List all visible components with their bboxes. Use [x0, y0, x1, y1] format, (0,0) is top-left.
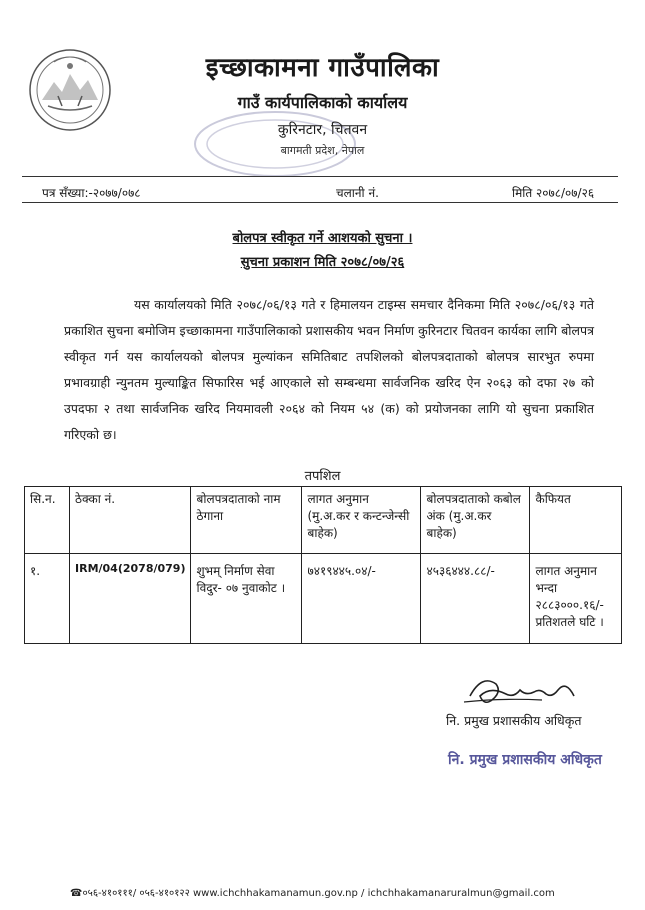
cell-bid-amount: ४५३६४४४.८८/- [421, 554, 530, 644]
bid-details-table [24, 486, 622, 644]
office-subtitle: गाउँ कार्यपालिकाको कार्यालय [237, 93, 408, 112]
signer-designation: नि. प्रमुख प्रशासकीय अधिकृत [446, 713, 582, 728]
dispatch-number: चलानी नं. [336, 186, 379, 200]
cell-bidder: शुभम् निर्माण सेवा विदुर- ०७ नुवाकोट । [191, 554, 302, 644]
header-sn: सि.न. [25, 487, 70, 554]
cell-contract: IRM/04(2078/079) [70, 554, 191, 644]
header-contract: ठेक्का नं. [70, 487, 191, 554]
letter-number: पत्र सँख्या:-२०७७/०७८ [42, 186, 141, 200]
cell-remarks: लागत अनुमान भन्दा २८८३०००.१६/- प्रतिशतले घटि । [530, 554, 622, 644]
office-place: कुरिनटार, चितवन [277, 122, 368, 138]
header-bid-amount: बोलपत्रदाताको कबोल अंक (मु.अ.कर बाहेक) [421, 487, 530, 554]
header-divider-top [22, 176, 618, 177]
header-divider-bottom [22, 202, 618, 203]
table-header-row [25, 487, 622, 554]
table-caption: तपशिल [304, 469, 341, 484]
notice-publish-date: सुचना प्रकाशन मिति २०७८/०७/२६ [240, 255, 405, 270]
signer-seal: नि. प्रमुख प्रशासकीय अधिकृत [448, 752, 602, 768]
header-bidder: बोलपत्रदाताको नाम ठेगाना [191, 487, 302, 554]
footer-contact: ☎०५६-४१०१११/ ०५६-४१०१२२ www.ichchhakamanamun.gov.np / ichchhakamanaruralmun@gmail.com [70, 888, 555, 899]
table-row [25, 554, 622, 644]
cell-estimate: ७४१९४४५.०४/- [302, 554, 421, 644]
signature [462, 666, 592, 716]
notice-body: यस कार्यालयको मिति २०७८/०६/१३ गते र हिमालयन टाइम्स समचार दैनिकमा मिति २०७८/०६/१३ गते प्रकाशित सुचना बमोजिम इच्छाकामना गाउँपालिकाको प्रशासकीय भवन निर्माण कुरिनटार चितवन कार्यका लागि बोलपत्र स्वीकृत गर्न यस कार्यालयको बोलपत्र मुल्यांकन समितिबाट तपशिलको बोलपत्रदाताको बोलपत्र सारभुत रुपमा प्रभावग्राही न्युनतम मुल्याङ्कित सिफारिस भई आएकाले सो सम्बन्धमा सार्वजनिक खरिद ऐन २०६३ को दफा २७ को उपदफा २ तथा सार्वजनिक खरिद नियमावली २०६४ को नियम ५४ (क) को प्रयोजनका लागि यो सुचना प्रकाशित गरिएको छ। [64, 297, 594, 442]
office-address: बागमती प्रदेश, नेपाल [280, 144, 365, 157]
office-title: इच्छाकामना गाउँपालिका [205, 53, 440, 83]
header-estimate: लागत अनुमान (मु.अ.कर र कन्टन्जेन्सी बाहेक) [302, 487, 421, 554]
cell-sn: १. [25, 554, 70, 644]
notice-title: बोलपत्र स्वीकृत गर्ने आशयको सुचना । [232, 231, 413, 246]
letter-date: मिति २०७८/०७/२६ [512, 186, 595, 200]
header-remarks: कैफियत [530, 487, 622, 554]
